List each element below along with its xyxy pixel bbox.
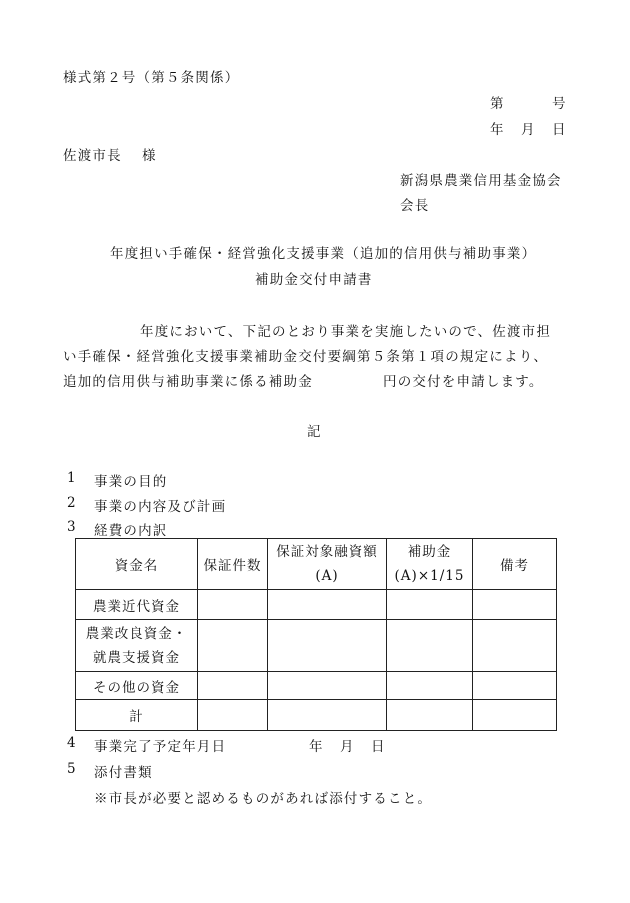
table-cell[interactable] bbox=[268, 700, 387, 731]
header-subsidy bbox=[387, 539, 473, 590]
document-number-prefix: 第 bbox=[490, 96, 504, 112]
form-number: 様式第２号（第５条関係） bbox=[63, 70, 240, 86]
completion-year-label: 年 bbox=[309, 739, 323, 755]
document-title-line2: 補助金交付申請書 bbox=[255, 272, 373, 288]
attachment-note: ※市長が必要と認めるものがあれば添付すること。 bbox=[94, 791, 433, 807]
table-cell[interactable] bbox=[198, 700, 268, 731]
table-cell[interactable] bbox=[387, 620, 473, 672]
document-number-suffix: 号 bbox=[552, 96, 566, 112]
item-5-number: 5 bbox=[67, 761, 76, 777]
header-amount-sublabel: (A) bbox=[315, 568, 339, 584]
header-subsidy-label: 補助金 bbox=[407, 544, 452, 560]
ki-heading: 記 bbox=[307, 424, 321, 440]
row-label-total: 計 bbox=[76, 700, 198, 731]
item-1-number: 1 bbox=[67, 470, 76, 486]
body-line-1: 年度において、下記のとおり事業を実施したいので、佐渡市担 bbox=[140, 324, 552, 340]
row-label-line2: 就農支援資金 bbox=[93, 649, 180, 666]
completion-month-label: 月 bbox=[340, 739, 354, 755]
table-total-row bbox=[76, 700, 557, 731]
table-cell[interactable] bbox=[473, 672, 557, 700]
header-guarantee-count: 保証件数 bbox=[198, 539, 268, 590]
addressee: 佐渡市長 様 bbox=[63, 148, 157, 164]
table-cell[interactable] bbox=[198, 590, 268, 620]
body-line-3b: 円の交付を申請します。 bbox=[383, 374, 544, 390]
item-2-text: 事業の内容及び計画 bbox=[94, 499, 227, 515]
table-cell[interactable] bbox=[268, 620, 387, 672]
row-label-other-fund: その他の資金 bbox=[76, 672, 198, 700]
table-cell[interactable] bbox=[387, 590, 473, 620]
header-amount-label: 保証対象融資額 bbox=[276, 544, 378, 560]
date-month-label: 月 bbox=[521, 122, 535, 138]
completion-day-label: 日 bbox=[371, 739, 385, 755]
table-row bbox=[76, 620, 557, 672]
table-cell[interactable] bbox=[473, 700, 557, 731]
table-row bbox=[76, 590, 557, 620]
header-guaranteed-loan-amount bbox=[268, 539, 387, 590]
table-cell[interactable] bbox=[473, 590, 557, 620]
date-day-label: 日 bbox=[552, 122, 566, 138]
header-fund-name: 資金名 bbox=[76, 539, 198, 590]
row-label-improvement-fund bbox=[76, 620, 198, 672]
table-cell[interactable] bbox=[387, 700, 473, 731]
header-subsidy-sublabel: (A)×1/15 bbox=[394, 568, 465, 584]
table-cell[interactable] bbox=[473, 620, 557, 672]
item-5-text: 添付書類 bbox=[94, 765, 153, 781]
sender-title: 会長 bbox=[400, 198, 430, 214]
item-2-number: 2 bbox=[67, 495, 76, 511]
table-cell[interactable] bbox=[387, 672, 473, 700]
item-4-number: 4 bbox=[67, 735, 76, 751]
row-label-line1: 農業改良資金・ bbox=[85, 625, 188, 642]
sender-organization: 新潟県農業信用基金協会 bbox=[400, 173, 562, 189]
date-year-label: 年 bbox=[490, 122, 504, 138]
table-cell[interactable] bbox=[268, 590, 387, 620]
item-3-text: 経費の内訳 bbox=[94, 523, 168, 539]
expense-breakdown-table bbox=[75, 538, 557, 731]
item-3-number: 3 bbox=[67, 519, 76, 535]
body-line-2: い手確保・経営強化支援事業補助金交付要綱第５条第１項の規定により、 bbox=[63, 349, 549, 365]
document-title-line1: 年度担い手確保・経営強化支援事業（追加的信用供与補助事業） bbox=[110, 246, 537, 262]
row-label-modernization-fund: 農業近代資金 bbox=[76, 590, 198, 620]
table-header-row bbox=[76, 539, 557, 590]
header-remarks: 備考 bbox=[473, 539, 557, 590]
body-line-3a: 追加的信用供与補助事業に係る補助金 bbox=[63, 374, 313, 390]
table-cell[interactable] bbox=[268, 672, 387, 700]
table-row bbox=[76, 672, 557, 700]
item-4-text: 事業完了予定年月日 bbox=[94, 739, 227, 755]
table-cell[interactable] bbox=[198, 620, 268, 672]
item-1-text: 事業の目的 bbox=[94, 474, 168, 490]
table-cell[interactable] bbox=[198, 672, 268, 700]
